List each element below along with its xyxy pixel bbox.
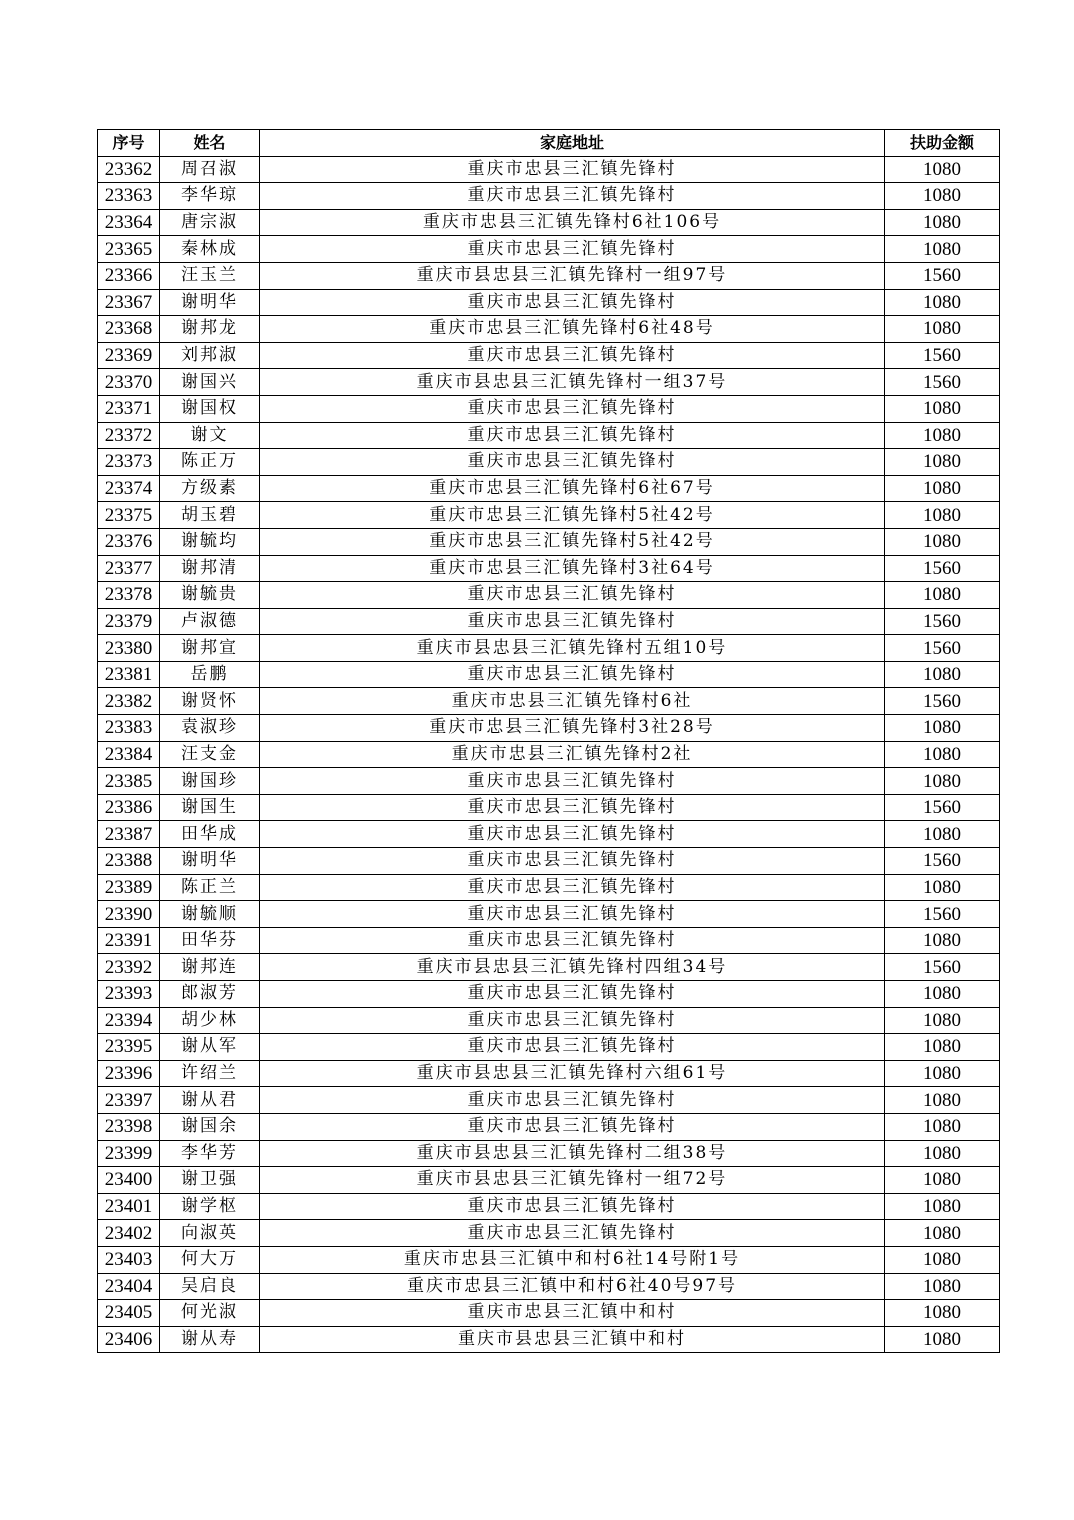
table-row — [98, 156, 1000, 183]
row-amount-cell: 1080 — [885, 316, 1000, 343]
table-row — [98, 582, 1000, 609]
table-row — [98, 901, 1000, 928]
row-address-cell: 重庆市忠县三汇镇先锋村 — [260, 342, 885, 369]
row-name-cell: 袁淑珍 — [160, 715, 260, 742]
table-row — [98, 768, 1000, 795]
row-amount-cell: 1560 — [885, 635, 1000, 662]
row-address-cell: 重庆市忠县三汇镇先锋村 — [260, 156, 885, 183]
row-amount-cell: 1080 — [885, 1273, 1000, 1300]
table-row — [98, 528, 1000, 555]
row-id-cell: 23402 — [98, 1220, 160, 1247]
table-row — [98, 874, 1000, 901]
row-address-cell: 重庆市县忠县三汇镇先锋村一组72号 — [260, 1167, 885, 1194]
row-amount-cell: 1080 — [885, 741, 1000, 768]
row-id-cell: 23379 — [98, 608, 160, 635]
row-amount-cell: 1560 — [885, 954, 1000, 981]
row-id-cell: 23365 — [98, 236, 160, 263]
row-address-cell: 重庆市忠县三汇镇先锋村2社 — [260, 741, 885, 768]
row-amount-cell: 1560 — [885, 848, 1000, 875]
row-id-cell: 23383 — [98, 715, 160, 742]
row-address-cell: 重庆市忠县三汇镇中和村6社40号97号 — [260, 1273, 885, 1300]
table-row — [98, 262, 1000, 289]
row-name-cell: 向淑英 — [160, 1220, 260, 1247]
table-row — [98, 794, 1000, 821]
row-address-cell: 重庆市忠县三汇镇中和村6社14号附1号 — [260, 1246, 885, 1273]
row-address-cell: 重庆市忠县三汇镇先锋村6社106号 — [260, 209, 885, 236]
row-id-cell: 23381 — [98, 661, 160, 688]
row-id-cell: 23367 — [98, 289, 160, 316]
row-name-cell: 谢国余 — [160, 1113, 260, 1140]
row-amount-cell: 1080 — [885, 1193, 1000, 1220]
row-id-cell: 23384 — [98, 741, 160, 768]
header-name: 姓名 — [160, 130, 260, 157]
row-address-cell: 重庆市忠县三汇镇先锋村 — [260, 422, 885, 449]
row-amount-cell: 1080 — [885, 475, 1000, 502]
row-id-cell: 23373 — [98, 449, 160, 476]
row-address-cell: 重庆市忠县三汇镇先锋村 — [260, 1113, 885, 1140]
row-amount-cell: 1560 — [885, 262, 1000, 289]
row-name-cell: 许绍兰 — [160, 1060, 260, 1087]
row-amount-cell: 1080 — [885, 528, 1000, 555]
row-id-cell: 23377 — [98, 555, 160, 582]
row-id-cell: 23366 — [98, 262, 160, 289]
table-row — [98, 635, 1000, 662]
table-row — [98, 821, 1000, 848]
row-id-cell: 23392 — [98, 954, 160, 981]
row-name-cell: 田华成 — [160, 821, 260, 848]
row-id-cell: 23388 — [98, 848, 160, 875]
row-address-cell: 重庆市忠县三汇镇先锋村 — [260, 395, 885, 422]
row-address-cell: 重庆市忠县三汇镇先锋村 — [260, 582, 885, 609]
row-amount-cell: 1560 — [885, 794, 1000, 821]
row-id-cell: 23374 — [98, 475, 160, 502]
row-name-cell: 谢国权 — [160, 395, 260, 422]
table-row — [98, 927, 1000, 954]
row-address-cell: 重庆市忠县三汇镇先锋村 — [260, 1087, 885, 1114]
table-row — [98, 236, 1000, 263]
row-address-cell: 重庆市忠县三汇镇先锋村 — [260, 1220, 885, 1247]
row-amount-cell: 1560 — [885, 608, 1000, 635]
table-row — [98, 422, 1000, 449]
row-address-cell: 重庆市忠县三汇镇先锋村3社64号 — [260, 555, 885, 582]
row-name-cell: 唐宗淑 — [160, 209, 260, 236]
row-address-cell: 重庆市忠县三汇镇先锋村 — [260, 848, 885, 875]
header-row — [98, 130, 1000, 157]
row-amount-cell: 1080 — [885, 715, 1000, 742]
row-id-cell: 23372 — [98, 422, 160, 449]
row-amount-cell: 1080 — [885, 1326, 1000, 1353]
table-row — [98, 395, 1000, 422]
table-row — [98, 183, 1000, 210]
table-row — [98, 1034, 1000, 1061]
row-amount-cell: 1080 — [885, 449, 1000, 476]
table-row — [98, 1007, 1000, 1034]
row-name-cell: 陈正万 — [160, 449, 260, 476]
row-address-cell: 重庆市忠县三汇镇先锋村5社42号 — [260, 502, 885, 529]
row-id-cell: 23398 — [98, 1113, 160, 1140]
row-name-cell: 谢国珍 — [160, 768, 260, 795]
row-name-cell: 卢淑德 — [160, 608, 260, 635]
row-id-cell: 23393 — [98, 981, 160, 1008]
row-amount-cell: 1080 — [885, 183, 1000, 210]
row-name-cell: 谢从军 — [160, 1034, 260, 1061]
row-name-cell: 谢明华 — [160, 289, 260, 316]
row-amount-cell: 1080 — [885, 1246, 1000, 1273]
row-address-cell: 重庆市忠县三汇镇先锋村 — [260, 183, 885, 210]
row-address-cell: 重庆市忠县三汇镇先锋村 — [260, 821, 885, 848]
row-id-cell: 23403 — [98, 1246, 160, 1273]
row-name-cell: 汪玉兰 — [160, 262, 260, 289]
row-amount-cell: 1560 — [885, 555, 1000, 582]
table-row — [98, 1220, 1000, 1247]
row-name-cell: 吴启良 — [160, 1273, 260, 1300]
row-amount-cell: 1080 — [885, 1300, 1000, 1327]
table-row — [98, 1326, 1000, 1353]
row-amount-cell: 1080 — [885, 422, 1000, 449]
row-id-cell: 23390 — [98, 901, 160, 928]
row-name-cell: 谢文 — [160, 422, 260, 449]
table-row — [98, 1246, 1000, 1273]
row-address-cell: 重庆市忠县三汇镇先锋村 — [260, 794, 885, 821]
row-address-cell: 重庆市忠县三汇镇中和村 — [260, 1300, 885, 1327]
row-amount-cell: 1080 — [885, 209, 1000, 236]
table-row — [98, 1087, 1000, 1114]
table-row — [98, 449, 1000, 476]
row-id-cell: 23385 — [98, 768, 160, 795]
row-amount-cell: 1080 — [885, 821, 1000, 848]
row-id-cell: 23364 — [98, 209, 160, 236]
table-row — [98, 342, 1000, 369]
table-row — [98, 316, 1000, 343]
row-id-cell: 23394 — [98, 1007, 160, 1034]
row-name-cell: 谢从君 — [160, 1087, 260, 1114]
table-row — [98, 954, 1000, 981]
row-name-cell: 郎淑芳 — [160, 981, 260, 1008]
row-id-cell: 23368 — [98, 316, 160, 343]
table-row — [98, 1167, 1000, 1194]
table-row — [98, 209, 1000, 236]
row-name-cell: 谢国生 — [160, 794, 260, 821]
row-name-cell: 胡少林 — [160, 1007, 260, 1034]
row-address-cell: 重庆市忠县三汇镇先锋村 — [260, 768, 885, 795]
table-row — [98, 741, 1000, 768]
row-id-cell: 23387 — [98, 821, 160, 848]
row-amount-cell: 1080 — [885, 582, 1000, 609]
row-id-cell: 23401 — [98, 1193, 160, 1220]
row-name-cell: 何光淑 — [160, 1300, 260, 1327]
row-amount-cell: 1080 — [885, 1034, 1000, 1061]
row-id-cell: 23404 — [98, 1273, 160, 1300]
row-id-cell: 23386 — [98, 794, 160, 821]
row-amount-cell: 1080 — [885, 661, 1000, 688]
table-row — [98, 1113, 1000, 1140]
row-id-cell: 23378 — [98, 582, 160, 609]
row-address-cell: 重庆市县忠县三汇镇先锋村一组37号 — [260, 369, 885, 396]
row-id-cell: 23369 — [98, 342, 160, 369]
row-name-cell: 汪支金 — [160, 741, 260, 768]
row-name-cell: 何大万 — [160, 1246, 260, 1273]
row-amount-cell: 1080 — [885, 1060, 1000, 1087]
row-id-cell: 23399 — [98, 1140, 160, 1167]
row-amount-cell: 1080 — [885, 1113, 1000, 1140]
table-row — [98, 555, 1000, 582]
row-name-cell: 李华芳 — [160, 1140, 260, 1167]
row-address-cell: 重庆市忠县三汇镇先锋村 — [260, 1193, 885, 1220]
row-id-cell: 23395 — [98, 1034, 160, 1061]
row-amount-cell: 1560 — [885, 342, 1000, 369]
row-name-cell: 谢贤怀 — [160, 688, 260, 715]
row-id-cell: 23389 — [98, 874, 160, 901]
row-id-cell: 23391 — [98, 927, 160, 954]
row-name-cell: 谢学枢 — [160, 1193, 260, 1220]
row-id-cell: 23375 — [98, 502, 160, 529]
row-name-cell: 谢邦清 — [160, 555, 260, 582]
table-row — [98, 688, 1000, 715]
row-id-cell: 23371 — [98, 395, 160, 422]
table-row — [98, 369, 1000, 396]
row-id-cell: 23376 — [98, 528, 160, 555]
row-amount-cell: 1560 — [885, 369, 1000, 396]
table-row — [98, 608, 1000, 635]
row-name-cell: 李华琼 — [160, 183, 260, 210]
row-address-cell: 重庆市县忠县三汇镇先锋村一组97号 — [260, 262, 885, 289]
row-name-cell: 方级素 — [160, 475, 260, 502]
row-id-cell: 23382 — [98, 688, 160, 715]
row-id-cell: 23363 — [98, 183, 160, 210]
header-amount: 扶助金额 — [885, 130, 1000, 157]
row-id-cell: 23397 — [98, 1087, 160, 1114]
row-amount-cell: 1560 — [885, 688, 1000, 715]
row-address-cell: 重庆市忠县三汇镇先锋村 — [260, 1007, 885, 1034]
row-address-cell: 重庆市忠县三汇镇先锋村6社67号 — [260, 475, 885, 502]
row-address-cell: 重庆市忠县三汇镇先锋村6社48号 — [260, 316, 885, 343]
row-amount-cell: 1080 — [885, 1220, 1000, 1247]
row-amount-cell: 1080 — [885, 768, 1000, 795]
table-row — [98, 289, 1000, 316]
row-amount-cell: 1080 — [885, 1087, 1000, 1114]
row-name-cell: 谢国兴 — [160, 369, 260, 396]
row-name-cell: 谢邦龙 — [160, 316, 260, 343]
table-row — [98, 502, 1000, 529]
table-row — [98, 1193, 1000, 1220]
row-address-cell: 重庆市忠县三汇镇先锋村 — [260, 661, 885, 688]
row-id-cell: 23396 — [98, 1060, 160, 1087]
table-row — [98, 475, 1000, 502]
row-id-cell: 23370 — [98, 369, 160, 396]
row-address-cell: 重庆市县忠县三汇镇先锋村五组10号 — [260, 635, 885, 662]
row-address-cell: 重庆市忠县三汇镇先锋村6社 — [260, 688, 885, 715]
row-name-cell: 谢明华 — [160, 848, 260, 875]
row-amount-cell: 1080 — [885, 1167, 1000, 1194]
row-id-cell: 23406 — [98, 1326, 160, 1353]
row-name-cell: 谢毓贵 — [160, 582, 260, 609]
row-name-cell: 谢卫强 — [160, 1167, 260, 1194]
row-address-cell: 重庆市忠县三汇镇先锋村 — [260, 981, 885, 1008]
beneficiary-table — [97, 129, 1000, 1353]
row-amount-cell: 1080 — [885, 156, 1000, 183]
table-row — [98, 1273, 1000, 1300]
table-row — [98, 848, 1000, 875]
row-amount-cell: 1080 — [885, 1140, 1000, 1167]
row-name-cell: 谢从寿 — [160, 1326, 260, 1353]
row-name-cell: 谢邦连 — [160, 954, 260, 981]
table-header — [98, 130, 1000, 157]
table-row — [98, 1140, 1000, 1167]
row-amount-cell: 1080 — [885, 502, 1000, 529]
table-row — [98, 661, 1000, 688]
row-amount-cell: 1080 — [885, 981, 1000, 1008]
row-address-cell: 重庆市忠县三汇镇先锋村 — [260, 608, 885, 635]
row-amount-cell: 1080 — [885, 874, 1000, 901]
row-name-cell: 谢毓顺 — [160, 901, 260, 928]
row-address-cell: 重庆市忠县三汇镇先锋村 — [260, 449, 885, 476]
row-name-cell: 谢毓均 — [160, 528, 260, 555]
row-amount-cell: 1080 — [885, 395, 1000, 422]
table-body — [98, 156, 1000, 1353]
row-id-cell: 23362 — [98, 156, 160, 183]
row-address-cell: 重庆市县忠县三汇镇中和村 — [260, 1326, 885, 1353]
row-id-cell: 23400 — [98, 1167, 160, 1194]
table-row — [98, 1300, 1000, 1327]
table-row — [98, 1060, 1000, 1087]
row-id-cell: 23405 — [98, 1300, 160, 1327]
row-name-cell: 刘邦淑 — [160, 342, 260, 369]
row-address-cell: 重庆市县忠县三汇镇先锋村六组61号 — [260, 1060, 885, 1087]
row-amount-cell: 1080 — [885, 236, 1000, 263]
row-amount-cell: 1080 — [885, 927, 1000, 954]
row-name-cell: 谢邦宣 — [160, 635, 260, 662]
row-address-cell: 重庆市忠县三汇镇先锋村 — [260, 236, 885, 263]
row-address-cell: 重庆市县忠县三汇镇先锋村二组38号 — [260, 1140, 885, 1167]
row-name-cell: 陈正兰 — [160, 874, 260, 901]
row-name-cell: 田华芬 — [160, 927, 260, 954]
row-amount-cell: 1080 — [885, 289, 1000, 316]
row-address-cell: 重庆市忠县三汇镇先锋村 — [260, 289, 885, 316]
row-address-cell: 重庆市忠县三汇镇先锋村 — [260, 927, 885, 954]
table-row — [98, 715, 1000, 742]
row-name-cell: 秦林成 — [160, 236, 260, 263]
table-row — [98, 981, 1000, 1008]
row-name-cell: 胡玉碧 — [160, 502, 260, 529]
header-address: 家庭地址 — [260, 130, 885, 157]
row-address-cell: 重庆市忠县三汇镇先锋村 — [260, 874, 885, 901]
row-address-cell: 重庆市忠县三汇镇先锋村 — [260, 901, 885, 928]
row-address-cell: 重庆市忠县三汇镇先锋村5社42号 — [260, 528, 885, 555]
row-name-cell: 周召淑 — [160, 156, 260, 183]
row-address-cell: 重庆市忠县三汇镇先锋村 — [260, 1034, 885, 1061]
row-id-cell: 23380 — [98, 635, 160, 662]
row-name-cell: 岳鹏 — [160, 661, 260, 688]
row-address-cell: 重庆市忠县三汇镇先锋村3社28号 — [260, 715, 885, 742]
row-amount-cell: 1080 — [885, 1007, 1000, 1034]
row-amount-cell: 1560 — [885, 901, 1000, 928]
row-address-cell: 重庆市县忠县三汇镇先锋村四组34号 — [260, 954, 885, 981]
header-id: 序号 — [98, 130, 160, 157]
